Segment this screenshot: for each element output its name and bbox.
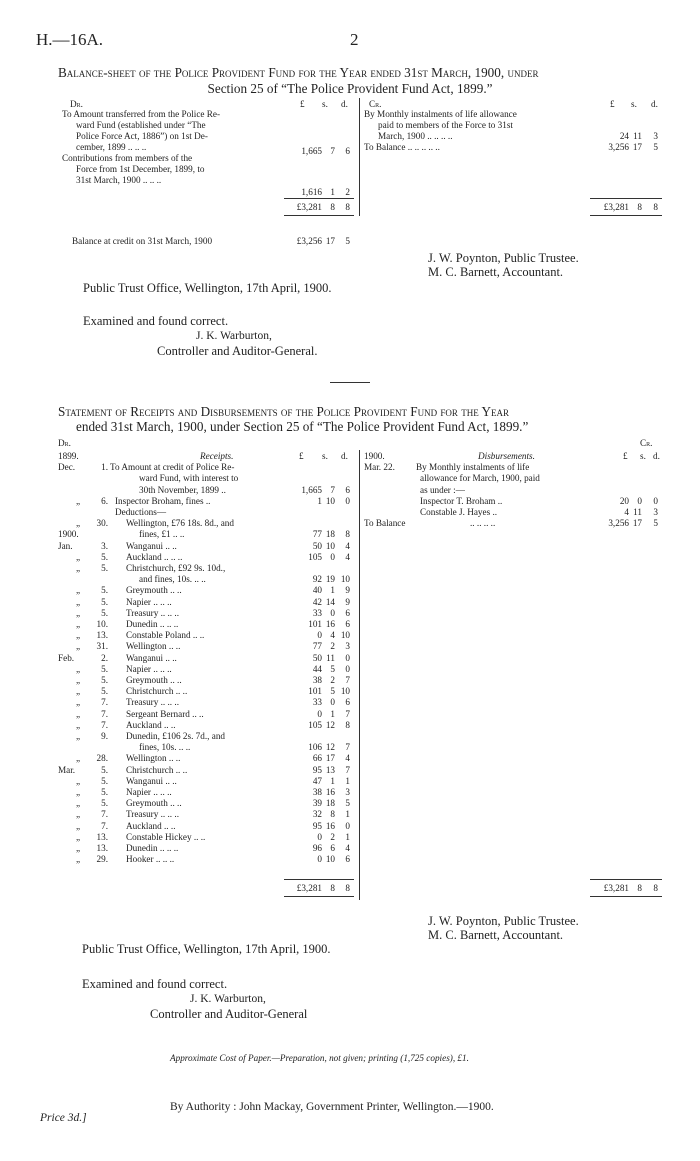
st-row-s: 17 <box>325 753 335 764</box>
st-row-month: „ <box>76 809 81 820</box>
bs-left-line: Contributions from members of the <box>62 153 193 163</box>
bs-right-header-s: s. <box>631 99 637 109</box>
bs-balance-pound: £3,256 <box>296 236 322 246</box>
bs-left-header-d: d. <box>341 99 348 109</box>
st-row-pound: 33 <box>312 607 322 618</box>
st-row-text: Christchurch .. .. <box>126 764 188 775</box>
st-row-text: Napier .. .. .. <box>126 787 172 797</box>
st-row-d: 8 <box>345 529 350 540</box>
st-row-day: 5. <box>101 596 108 607</box>
st-row-d: 10 <box>340 630 350 641</box>
st-row-text: Wellington, £76 18s. 8d., and <box>126 518 234 529</box>
st-row-pound: 38 <box>312 675 322 685</box>
cost-note: Approximate Cost of Paper.—Preparation, not given; printing (1,725 copies), £1. <box>170 1053 469 1063</box>
bs-left-header-s: s. <box>322 99 328 109</box>
st-left-header-s: s. <box>322 451 328 461</box>
st-row-month: 1900. <box>58 529 79 540</box>
st-row-text: Constable Poland .. .. <box>126 630 205 641</box>
st-office-date: Public Trust Office, Wellington, 17th April, 1900. <box>82 942 331 956</box>
st-row-day: 2. <box>101 652 108 663</box>
st-right-header-d: d. <box>653 451 660 461</box>
bs-left-total-rule-bottom <box>284 215 354 216</box>
st-row-pound: 101 <box>308 686 322 697</box>
st-row-month: „ <box>76 798 81 809</box>
st-right-row-text: Constable J. Hayes .. <box>420 507 498 517</box>
bs-left-line: Police Force Act, 1886”) on 1st De- <box>76 131 208 141</box>
st-right-row-d: 0 <box>653 495 658 506</box>
section-divider <box>330 382 370 383</box>
st-row-month: „ <box>76 495 81 506</box>
st-row-text: Christchurch .. .. <box>126 686 188 697</box>
st-row-text: Sergeant Bernard .. .. <box>126 708 204 719</box>
st-row-day: 5. <box>101 563 108 573</box>
st-row-s: 14 <box>325 596 335 607</box>
st-left-total-s: 8 <box>330 883 335 893</box>
st-row-s: 2 <box>330 831 335 842</box>
st-row-pound: 39 <box>312 798 322 809</box>
st-right-row-date: 1900. <box>364 451 385 461</box>
bs-balance-d: 5 <box>345 236 350 246</box>
bs-right-amount-pound: 3,256 <box>608 142 629 152</box>
bs-auditor-name: J. K. Warburton, <box>196 330 272 342</box>
st-row-month: „ <box>76 820 81 831</box>
bs-signature-accountant: M. C. Barnett, Accountant. <box>428 265 564 279</box>
st-row-d: 4 <box>345 551 350 562</box>
st-row-d: 7 <box>345 742 350 753</box>
st-right-total-s: 8 <box>637 883 642 893</box>
st-signature-accountant: M. C. Barnett, Accountant. <box>428 928 564 942</box>
st-row-text: ward Fund, with interest to <box>139 473 239 484</box>
st-row-s: 0 <box>330 697 335 708</box>
bs-right-line: March, 1900 .. .. .. .. <box>378 131 453 141</box>
st-row-pound: 1,665 <box>301 484 322 495</box>
bs-office-date: Public Trust Office, Wellington, 17th April, 1900. <box>83 281 332 295</box>
bs-left-amount-s: 7 <box>330 146 335 156</box>
st-row-month: Dec. <box>58 462 76 473</box>
st-row-pound: 50 <box>312 540 322 551</box>
st-row-pound: 66 <box>312 753 322 764</box>
st-row-text: Napier .. .. .. <box>126 663 172 674</box>
st-left-header-d: d. <box>341 451 348 461</box>
st-right-row-s: 0 <box>637 495 642 506</box>
st-row-text: Greymouth .. .. <box>126 798 182 809</box>
st-row-text: Deductions— <box>115 507 167 517</box>
st-row-s: 11 <box>326 652 335 663</box>
st-row-s: 12 <box>325 742 335 753</box>
bs-right-line: To Balance .. .. .. .. .. <box>364 142 440 152</box>
st-row-day: 5. <box>101 585 108 596</box>
st-row-d: 0 <box>345 663 350 674</box>
bs-left-total-rule-top <box>284 198 354 199</box>
st-right-row-pound: 4 <box>624 507 629 517</box>
bs-left-header-pound: £ <box>300 99 305 109</box>
st-row-day: 9. <box>101 731 108 741</box>
st-row-d: 3 <box>345 641 350 652</box>
st-right-header-pound: £ <box>623 451 628 461</box>
bs-left-amount-d: 2 <box>345 187 350 197</box>
st-title-line-2: ended 31st March, 1900, under Section 25 of “The Police Provident Fund Act, 1899.” <box>76 419 529 434</box>
bs-auditor-title: Controller and Auditor-General. <box>157 344 318 358</box>
bs-balance-s: 17 <box>325 236 335 246</box>
st-row-pound: 1 <box>317 495 322 506</box>
st-row-text: To Amount at credit of Police Re- <box>110 462 235 473</box>
st-row-month: „ <box>76 675 81 685</box>
st-row-s: 18 <box>325 529 335 540</box>
st-row-text: Wellington .. .. <box>126 753 181 764</box>
st-row-day: 29. <box>96 854 108 865</box>
st-row-text: and fines, 10s. .. .. <box>139 574 206 585</box>
st-right-row-date: To Balance <box>364 518 406 529</box>
bs-left-line: Force from 1st December, 1899, to <box>76 164 205 174</box>
st-row-day: 1. <box>101 462 108 473</box>
st-row-d: 6 <box>345 619 350 629</box>
st-row-pound: 32 <box>312 809 322 820</box>
st-row-d: 4 <box>345 843 350 853</box>
st-row-text: Treasury .. .. .. <box>126 697 179 708</box>
bs-left-amount-pound: 1,616 <box>301 187 322 197</box>
bs-right-amount-s: 11 <box>633 131 642 141</box>
page-number: 2 <box>350 30 359 49</box>
st-row-text: Inspector Broham, fines .. <box>115 495 211 506</box>
st-row-text: Treasury .. .. .. <box>126 607 179 618</box>
st-row-d: 7 <box>345 764 350 775</box>
st-row-d: 10 <box>340 574 350 585</box>
st-row-pound: 95 <box>312 764 322 775</box>
st-row-month: „ <box>76 518 81 529</box>
st-row-day: 5. <box>101 607 108 618</box>
st-row-text: Wanganui .. .. <box>126 540 177 551</box>
st-row-text: Napier .. .. .. <box>126 596 172 607</box>
st-right-row-s: 11 <box>633 507 642 517</box>
st-right-row-text: .. .. .. .. <box>470 518 496 529</box>
st-row-text: Greymouth .. .. <box>126 675 182 685</box>
st-row-d: 1 <box>345 775 350 786</box>
bs-signature-trustee: J. W. Poynton, Public Trustee. <box>428 251 579 265</box>
st-row-day: 5. <box>101 798 108 809</box>
st-row-s: 12 <box>325 719 335 730</box>
st-row-pound: 105 <box>308 551 322 562</box>
st-row-s: 19 <box>325 574 335 585</box>
st-row-d: 1 <box>345 809 350 820</box>
st-right-total-rule-top <box>590 879 662 880</box>
bs-right-amount-pound: 24 <box>619 131 629 141</box>
st-row-month: „ <box>76 787 81 797</box>
st-row-pound: 77 <box>312 529 322 540</box>
st-title-line-1: Statement of Receipts and Disbursements of the Police Provident Fund for the Year <box>58 404 510 419</box>
st-row-d: 1 <box>345 831 350 842</box>
st-signature-trustee: J. W. Poynton, Public Trustee. <box>428 914 579 928</box>
st-row-s: 2 <box>330 675 335 685</box>
st-row-text: Hooker .. .. .. <box>126 854 175 865</box>
st-row-text: Wanganui .. .. <box>126 775 177 786</box>
st-row-day: 7. <box>101 820 108 831</box>
bs-right-line: By Monthly instalments of life allowance <box>364 109 517 119</box>
bs-left-line: To Amount transferred from the Police Re- <box>62 109 221 119</box>
bs-title-line-1: Balance-sheet of the Police Provident Fund for the Year ended 31st March, 1900, under <box>58 65 539 80</box>
st-row-day: 7. <box>101 697 108 708</box>
bs-right-line: paid to members of the Force to 31st <box>378 120 513 130</box>
st-row-pound: 106 <box>308 742 322 753</box>
st-row-day: 7. <box>101 809 108 820</box>
st-row-d: 8 <box>345 719 350 730</box>
st-row-s: 16 <box>325 619 335 629</box>
bs-left-amount-s: 1 <box>330 187 335 197</box>
st-row-d: 0 <box>345 495 350 506</box>
st-row-text: Greymouth .. .. <box>126 585 182 596</box>
bs-right-amount-d: 3 <box>653 131 658 141</box>
st-row-month: Feb. <box>58 652 75 663</box>
st-row-text: Auckland .. .. <box>126 719 176 730</box>
bs-right-total-s: 8 <box>637 202 642 212</box>
st-auditor-name: J. K. Warburton, <box>190 993 266 1005</box>
st-row-pound: 0 <box>317 630 322 641</box>
st-row-pound: 96 <box>312 843 322 853</box>
st-row-day: 5. <box>101 787 108 797</box>
st-row-pound: 101 <box>308 619 322 629</box>
st-row-s: 10 <box>325 495 335 506</box>
st-right-row-d: 5 <box>653 518 658 529</box>
st-right-row-text: as under :— <box>420 484 465 495</box>
st-row-day: 5. <box>101 764 108 775</box>
st-row-d: 6 <box>345 854 350 865</box>
st-row-d: 10 <box>340 686 350 697</box>
st-row-text: Wellington .. .. <box>126 641 181 652</box>
st-row-pound: 92 <box>312 574 322 585</box>
st-row-month: 1899. <box>58 451 79 461</box>
st-row-month: „ <box>76 551 81 562</box>
bs-left-amount-d: 6 <box>345 146 350 156</box>
st-right-row-pound: 20 <box>619 495 629 506</box>
st-auditor-title: Controller and Auditor-General <box>150 1007 308 1021</box>
bs-examined: Examined and found correct. <box>83 314 229 328</box>
st-row-text: Auckland .. .. <box>126 820 176 831</box>
bs-right-total-rule-top <box>590 198 662 199</box>
st-row-day: 13. <box>96 831 108 842</box>
st-row-month: „ <box>76 854 81 865</box>
st-row-text: Constable Hickey .. .. <box>126 831 206 842</box>
st-row-s: 0 <box>330 607 335 618</box>
st-row-text: 30th November, 1899 .. <box>139 484 226 495</box>
st-row-pound: 95 <box>312 820 322 831</box>
st-row-month: „ <box>76 843 81 853</box>
st-row-d: 5 <box>345 798 350 809</box>
st-row-s: 5 <box>330 686 335 697</box>
bs-right-total-pound: £3,281 <box>603 202 629 212</box>
st-row-text: Treasury .. .. .. <box>126 809 179 820</box>
st-row-s: 4 <box>330 630 335 641</box>
st-row-text: Dunedin .. .. .. <box>126 843 179 853</box>
st-row-month: „ <box>76 630 81 641</box>
st-row-text: Dunedin .. .. .. <box>126 619 179 629</box>
st-row-pound: 0 <box>317 708 322 719</box>
st-right-row-s: 17 <box>632 518 642 529</box>
st-right-total-pound: £3,281 <box>603 883 629 893</box>
st-row-d: 7 <box>345 675 350 685</box>
st-row-s: 7 <box>330 484 335 495</box>
st-row-month: „ <box>76 697 81 708</box>
st-left-total-rule-top <box>284 879 354 880</box>
bs-left-total-d: 8 <box>345 202 350 212</box>
st-row-day: 3. <box>101 540 108 551</box>
st-row-s: 18 <box>325 798 335 809</box>
st-disb-heading: Disbursements. <box>478 451 535 461</box>
bs-balance-label: Balance at credit on 31st March, 1900 <box>72 236 213 246</box>
st-row-s: 5 <box>330 663 335 674</box>
st-row-d: 7 <box>345 708 350 719</box>
st-row-s: 1 <box>330 708 335 719</box>
st-row-month: „ <box>76 596 81 607</box>
bs-dr-label: Dr. <box>70 99 83 109</box>
st-row-month: „ <box>76 753 81 764</box>
st-row-day: 7. <box>101 719 108 730</box>
st-row-d: 6 <box>345 484 350 495</box>
bs-title-line-2: Section 25 of “The Police Provident Fund Act, 1899.” <box>207 81 493 96</box>
st-row-s: 10 <box>325 854 335 865</box>
st-row-s: 0 <box>330 551 335 562</box>
st-row-day: 13. <box>96 843 108 853</box>
st-right-row-pound: 3,256 <box>608 518 629 529</box>
st-row-text: Dunedin, £106 2s. 7d., and <box>126 731 226 741</box>
st-row-pound: 105 <box>308 719 322 730</box>
bs-left-line: cember, 1899 .. .. .. <box>76 142 147 152</box>
st-row-pound: 38 <box>312 787 322 797</box>
st-row-month: „ <box>76 708 81 719</box>
bs-right-amount-d: 5 <box>653 142 658 152</box>
st-row-s: 1 <box>330 585 335 596</box>
st-row-s: 13 <box>325 764 335 775</box>
st-row-s: 6 <box>330 843 335 853</box>
st-row-month: „ <box>76 563 81 573</box>
st-row-month: „ <box>76 663 81 674</box>
bs-right-total-d: 8 <box>653 202 658 212</box>
st-cr-label: Cr. <box>640 438 653 448</box>
st-row-d: 6 <box>345 607 350 618</box>
st-left-total-pound: £3,281 <box>296 883 322 893</box>
st-row-pound: 50 <box>312 652 322 663</box>
st-right-row-text: By Monthly instalments of life <box>416 462 530 473</box>
st-row-d: 4 <box>345 753 350 764</box>
st-row-month: Mar. <box>58 764 76 775</box>
st-row-day: 5. <box>101 663 108 674</box>
st-row-day: 28. <box>96 753 108 764</box>
st-row-pound: 0 <box>317 854 322 865</box>
st-left-header-pound: £ <box>299 451 304 461</box>
st-row-day: 6. <box>101 495 108 506</box>
st-row-d: 4 <box>345 540 350 551</box>
st-right-total-d: 8 <box>653 883 658 893</box>
st-right-total-rule-bottom <box>590 896 662 897</box>
st-row-day: 31. <box>96 641 108 652</box>
st-row-month: „ <box>76 619 81 629</box>
bs-cr-label: Cr. <box>369 99 382 109</box>
st-row-s: 16 <box>325 820 335 831</box>
st-row-d: 0 <box>345 820 350 831</box>
st-row-month: „ <box>76 775 81 786</box>
st-row-s: 8 <box>330 809 335 820</box>
st-row-month: „ <box>76 607 81 618</box>
st-row-month: „ <box>76 686 81 697</box>
st-row-pound: 42 <box>312 596 322 607</box>
st-examined: Examined and found correct. <box>82 977 228 991</box>
st-right-row-d: 3 <box>653 507 658 517</box>
st-row-pound: 40 <box>312 585 322 596</box>
st-row-s: 2 <box>330 641 335 652</box>
st-left-total-d: 8 <box>345 883 350 893</box>
st-row-d: 9 <box>345 596 350 607</box>
st-row-d: 0 <box>345 652 350 663</box>
st-row-text: Auckland .. .. .. <box>126 551 183 562</box>
st-right-row-date: Mar. 22. <box>364 462 395 473</box>
bs-column-divider <box>359 98 360 216</box>
bs-right-header-pound: £ <box>610 99 615 109</box>
st-row-day: 10. <box>96 619 108 629</box>
st-row-d: 9 <box>345 585 350 596</box>
st-row-pound: 0 <box>317 831 322 842</box>
st-right-row-text: Inspector T. Broham .. <box>420 495 503 506</box>
st-row-day: 13. <box>96 630 108 641</box>
st-right-header-s: s. <box>640 451 646 461</box>
st-row-text: Wanganui .. .. <box>126 652 177 663</box>
st-row-day: 7. <box>101 708 108 719</box>
st-row-month: „ <box>76 719 81 730</box>
st-row-day: 5. <box>101 675 108 685</box>
st-row-pound: 77 <box>312 641 322 652</box>
header-code: H.—16A. <box>36 30 104 49</box>
price: Price 3d.] <box>40 1112 87 1124</box>
st-row-s: 1 <box>330 775 335 786</box>
st-dr-label: Dr. <box>58 438 71 448</box>
bs-left-line: 31st March, 1900 .. .. .. <box>76 175 162 185</box>
st-row-pound: 47 <box>312 775 322 786</box>
st-row-d: 3 <box>345 787 350 797</box>
bs-right-amount-s: 17 <box>632 142 642 152</box>
st-left-total-rule-bottom <box>284 896 354 897</box>
bs-left-total-pound: £3,281 <box>296 202 322 212</box>
st-row-text: fines, 10s. .. .. <box>139 742 191 753</box>
st-row-month: „ <box>76 831 81 842</box>
bs-right-header-d: d. <box>651 99 658 109</box>
st-row-text: fines, £1 .. .. <box>139 529 185 540</box>
st-column-divider <box>359 450 360 900</box>
st-row-day: 30. <box>96 518 108 529</box>
st-row-day: 5. <box>101 686 108 697</box>
bs-left-line: ward Fund (established under “The <box>76 120 206 130</box>
st-row-pound: 33 <box>312 697 322 708</box>
st-row-month: „ <box>76 731 81 741</box>
bs-right-total-rule-bottom <box>590 215 662 216</box>
bs-left-total-s: 8 <box>330 202 335 212</box>
st-row-s: 16 <box>325 787 335 797</box>
st-row-text: Christchurch, £92 9s. 10d., <box>126 563 226 573</box>
st-right-row-text: allowance for March, 1900, paid <box>420 473 540 484</box>
st-row-month: „ <box>76 641 81 652</box>
st-row-day: 5. <box>101 551 108 562</box>
bs-left-amount-pound: 1,665 <box>301 146 322 156</box>
st-row-month: Jan. <box>58 540 73 551</box>
st-row-month: „ <box>76 585 81 596</box>
st-receipts-heading: Receipts. <box>200 451 234 461</box>
st-row-pound: 44 <box>312 663 322 674</box>
st-row-day: 5. <box>101 775 108 786</box>
printer-authority: By Authority : John Mackay, Government Printer, Wellington.—1900. <box>170 1101 494 1113</box>
st-row-d: 6 <box>345 697 350 708</box>
st-row-s: 10 <box>325 540 335 551</box>
